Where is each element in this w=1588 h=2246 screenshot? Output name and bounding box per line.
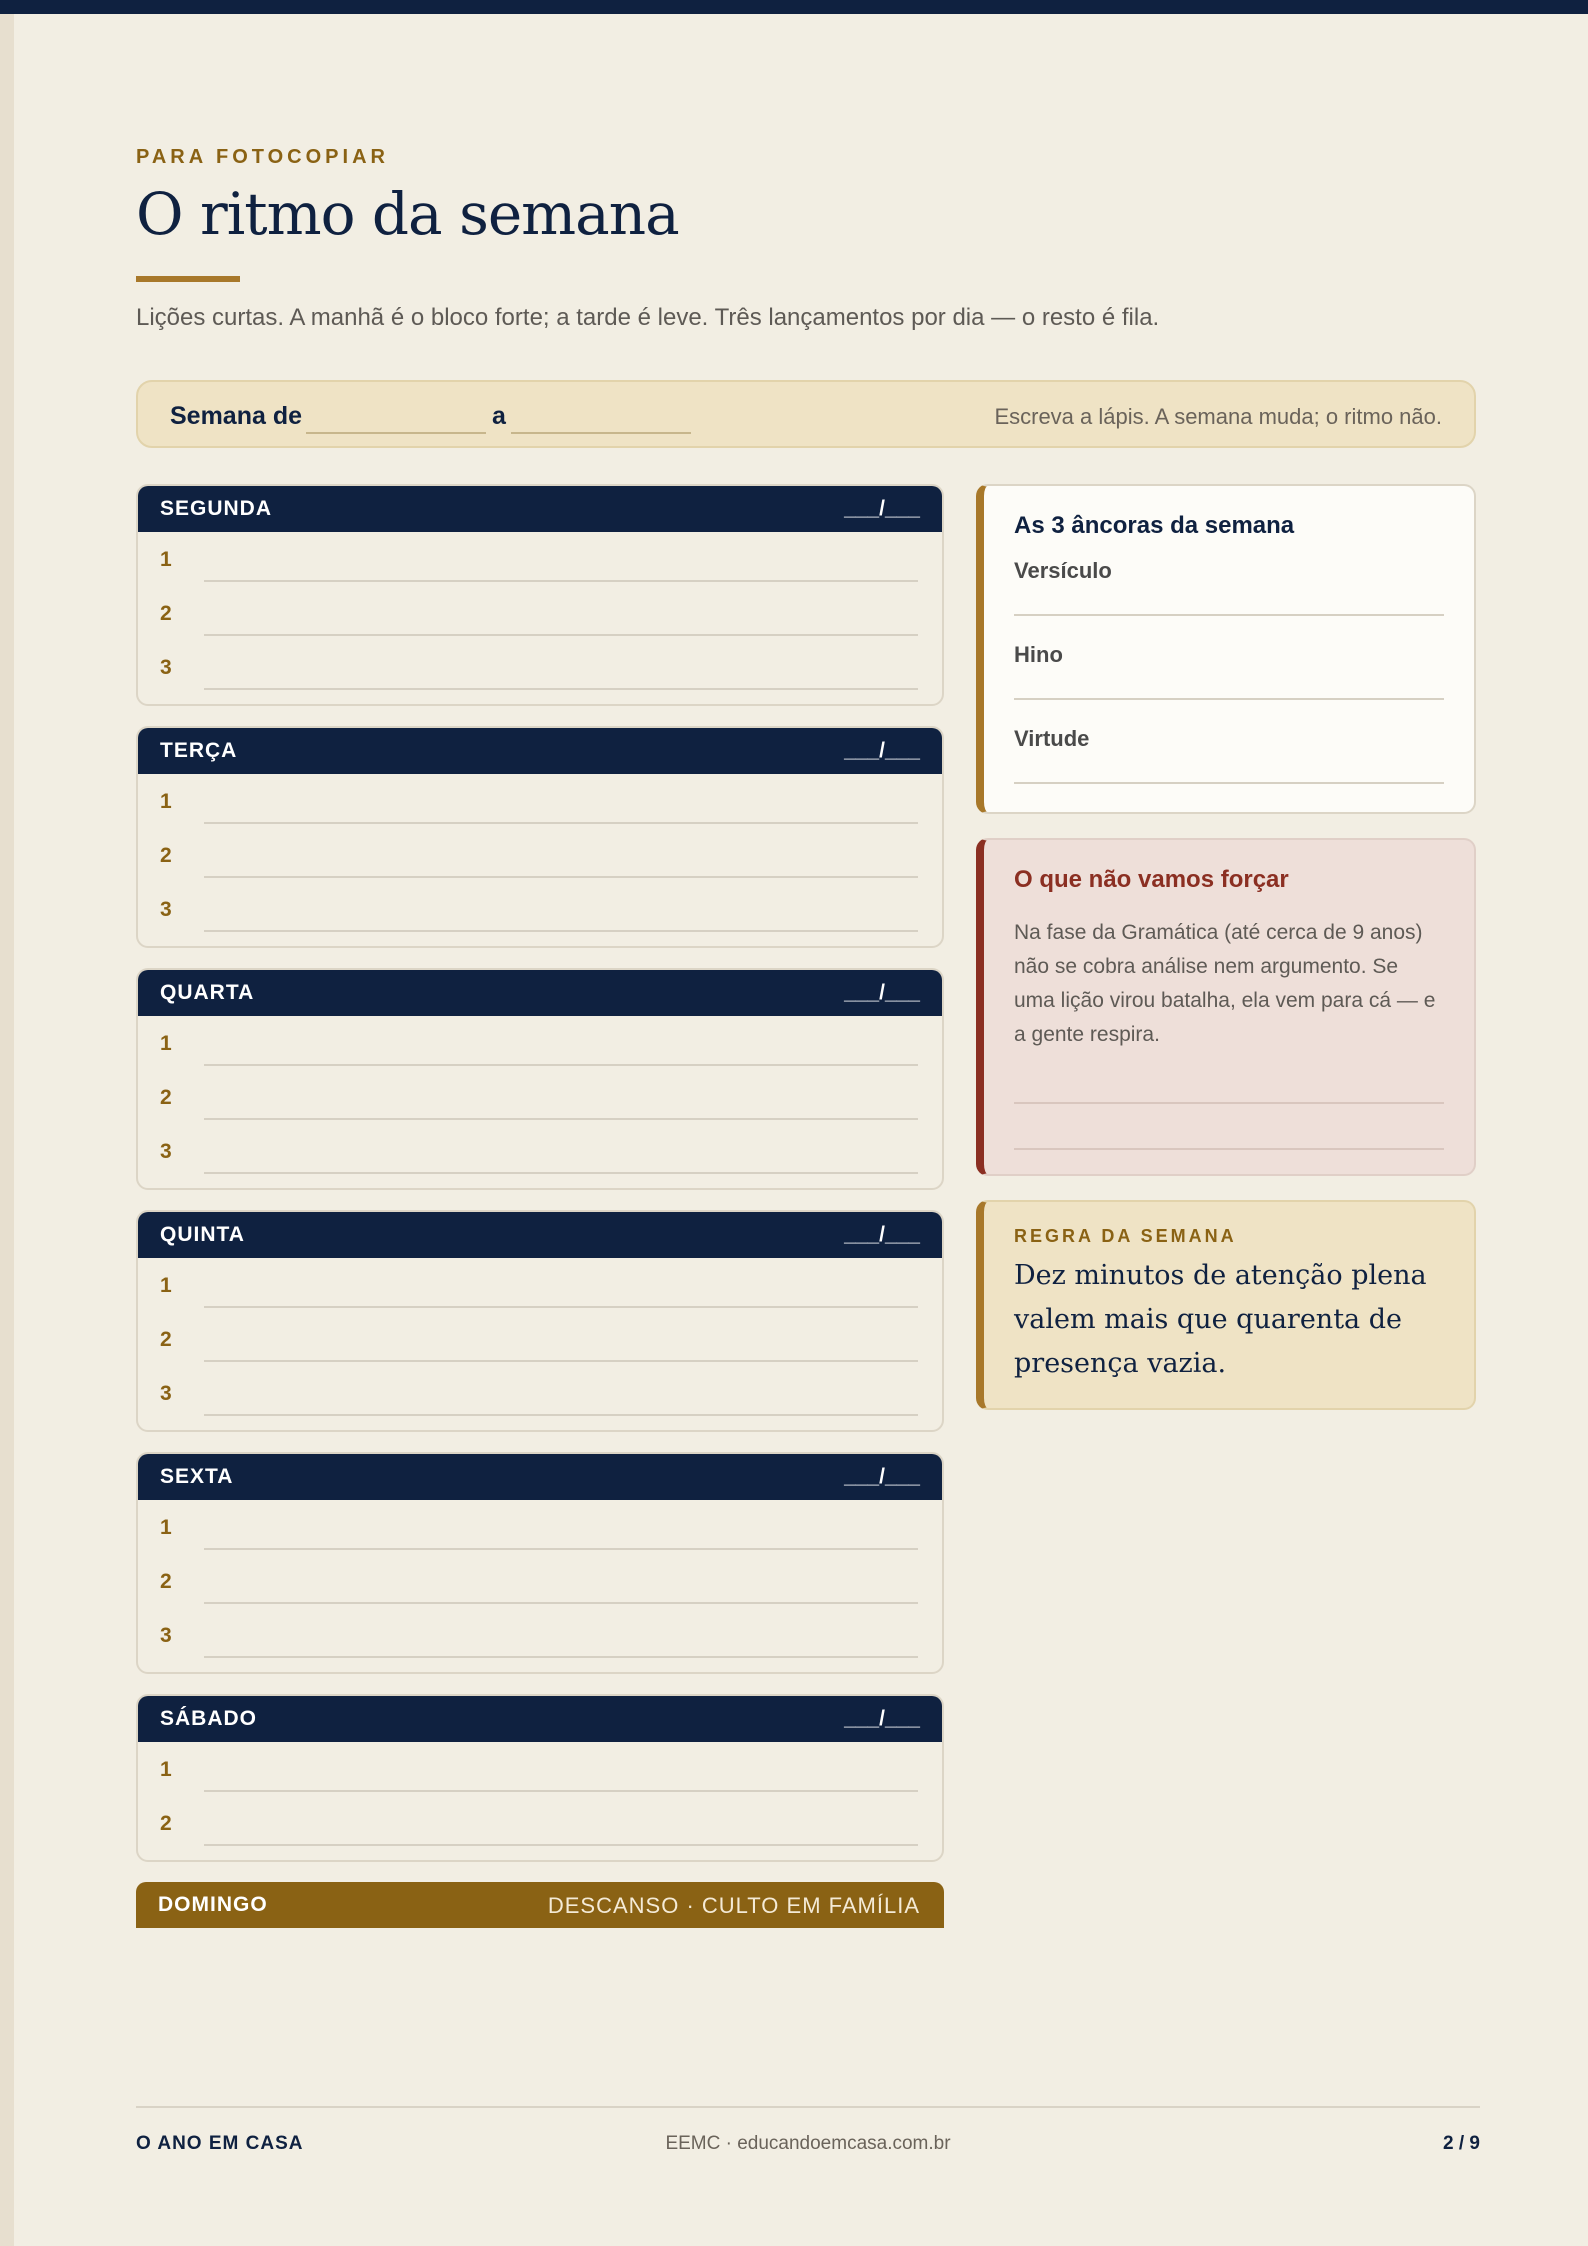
task-write-line[interactable] <box>204 580 918 582</box>
day-name: SEXTA <box>160 1465 234 1488</box>
task-number: 1 <box>160 548 172 571</box>
day-task-row <box>138 586 942 640</box>
day-task-row <box>138 1258 942 1312</box>
day-name: QUARTA <box>160 981 255 1004</box>
footer-divider <box>136 2106 1480 2108</box>
page-edge <box>0 0 14 2246</box>
day-date-blank[interactable]: ___/___ <box>844 1707 920 1730</box>
anchor-line-virtue[interactable] <box>1014 782 1444 784</box>
task-number: 2 <box>160 844 172 867</box>
day-name: TERÇA <box>160 739 238 762</box>
not-forcing-line-1[interactable] <box>1014 1102 1444 1104</box>
task-number: 3 <box>160 1382 172 1405</box>
anchor-label-verse: Versículo <box>1014 558 1112 583</box>
day-card <box>136 726 944 948</box>
task-write-line[interactable] <box>204 822 918 824</box>
day-name: QUINTA <box>160 1223 245 1246</box>
day-card-padding <box>138 1662 942 1672</box>
week-start-blank[interactable] <box>306 432 486 434</box>
not-forcing-body: Na fase da Gramática (até cerca de 9 anos) não se cobra análise nem argumento. Se uma lição virou batalha, ela vem para cá — e a gente respira. <box>1014 921 1436 1046</box>
anchor-label-hymn: Hino <box>1014 642 1063 667</box>
day-header <box>138 1696 942 1742</box>
week-rule-eyebrow: REGRA DA SEMANA <box>1014 1226 1237 1246</box>
day-task-row <box>138 1554 942 1608</box>
task-number: 1 <box>160 1274 172 1297</box>
page-title: O ritmo da semana <box>136 180 679 248</box>
week-range-box <box>136 380 1476 448</box>
day-card-padding <box>138 1178 942 1188</box>
day-date-blank[interactable]: ___/___ <box>844 981 920 1004</box>
day-task-row <box>138 1070 942 1124</box>
week-label: Semana de <box>170 402 303 430</box>
page-subtitle: Lições curtas. A manhã é o bloco forte; a tarde é leve. Três lançamentos por dia — o resto é fila. <box>136 304 1160 331</box>
day-header <box>138 486 942 532</box>
day-task-row <box>138 1366 942 1420</box>
day-task-row <box>138 1124 942 1178</box>
task-number: 3 <box>160 656 172 679</box>
page-number: 2 / 9 <box>1443 2133 1480 2154</box>
day-card-padding <box>138 936 942 946</box>
worksheet-page <box>136 0 1480 2246</box>
day-card <box>136 1452 944 1674</box>
day-task-row <box>138 532 942 586</box>
task-write-line[interactable] <box>204 1602 918 1604</box>
anchor-label-virtue: Virtude <box>1014 726 1090 751</box>
task-number: 2 <box>160 1086 172 1109</box>
not-forcing-card <box>976 838 1476 1176</box>
anchor-line-hymn[interactable] <box>1014 698 1444 700</box>
day-task-row <box>138 1500 942 1554</box>
day-task-row <box>138 1742 942 1796</box>
day-task-row <box>138 774 942 828</box>
day-header <box>138 1212 942 1258</box>
day-task-row <box>138 1796 942 1850</box>
task-write-line[interactable] <box>204 1306 918 1308</box>
task-number: 3 <box>160 1624 172 1647</box>
task-write-line[interactable] <box>204 688 918 690</box>
day-header <box>138 970 942 1016</box>
day-date-blank[interactable]: ___/___ <box>844 497 920 520</box>
day-task-row <box>138 882 942 936</box>
week-end-blank[interactable] <box>511 432 691 434</box>
day-card <box>136 968 944 1190</box>
day-header <box>138 1454 942 1500</box>
task-write-line[interactable] <box>204 1064 918 1066</box>
task-write-line[interactable] <box>204 876 918 878</box>
footer-site: EEMC · educandoemcasa.com.br <box>665 2133 951 2154</box>
day-task-row <box>138 640 942 694</box>
task-number: 1 <box>160 790 172 813</box>
week-note: Escreva a lápis. A semana muda; o ritmo não. <box>994 404 1442 429</box>
week-rule-card <box>976 1200 1476 1410</box>
sunday-bar <box>136 1882 944 1928</box>
title-underline <box>136 276 240 282</box>
anchor-line-verse[interactable] <box>1014 614 1444 616</box>
task-write-line[interactable] <box>204 1414 918 1416</box>
task-write-line[interactable] <box>204 1548 918 1550</box>
day-card-padding <box>138 1420 942 1430</box>
day-date-blank[interactable]: ___/___ <box>844 1465 920 1488</box>
day-task-row <box>138 1608 942 1662</box>
task-number: 1 <box>160 1516 172 1539</box>
week-rule-text: Dez minutos de atenção plena valem mais que quarenta de presença vazia. <box>1014 1260 1427 1379</box>
footer-brand: O ANO EM CASA <box>136 2133 304 2154</box>
not-forcing-line-2[interactable] <box>1014 1148 1444 1150</box>
task-write-line[interactable] <box>204 634 918 636</box>
day-name: SÁBADO <box>160 1707 258 1730</box>
day-task-row <box>138 828 942 882</box>
task-write-line[interactable] <box>204 1656 918 1658</box>
task-write-line[interactable] <box>204 930 918 932</box>
task-write-line[interactable] <box>204 1118 918 1120</box>
anchors-title: As 3 âncoras da semana <box>1014 512 1295 539</box>
task-write-line[interactable] <box>204 1360 918 1362</box>
anchors-card <box>976 484 1476 814</box>
task-write-line[interactable] <box>204 1172 918 1174</box>
day-card-padding <box>138 694 942 704</box>
task-number: 1 <box>160 1032 172 1055</box>
day-task-row <box>138 1016 942 1070</box>
task-number: 3 <box>160 1140 172 1163</box>
week-connector: a <box>492 402 506 430</box>
day-card <box>136 484 944 706</box>
day-name: SEGUNDA <box>160 497 273 520</box>
task-write-line[interactable] <box>204 1790 918 1792</box>
day-date-blank[interactable]: ___/___ <box>844 1223 920 1246</box>
task-number: 2 <box>160 1570 172 1593</box>
task-write-line[interactable] <box>204 1844 918 1846</box>
task-number: 3 <box>160 898 172 921</box>
page-eyebrow: PARA FOTOCOPIAR <box>136 146 389 168</box>
day-header <box>138 728 942 774</box>
day-card <box>136 1210 944 1432</box>
day-date-blank[interactable]: ___/___ <box>844 739 920 762</box>
not-forcing-title: O que não vamos forçar <box>1014 866 1289 893</box>
task-number: 2 <box>160 1812 172 1835</box>
day-card <box>136 1694 944 1862</box>
sunday-note: DESCANSO · CULTO EM FAMÍLIA <box>547 1893 920 1918</box>
task-number: 1 <box>160 1758 172 1781</box>
day-card-padding <box>138 1850 942 1860</box>
day-task-row <box>138 1312 942 1366</box>
task-number: 2 <box>160 1328 172 1351</box>
task-number: 2 <box>160 602 172 625</box>
sunday-name: DOMINGO <box>158 1893 268 1916</box>
